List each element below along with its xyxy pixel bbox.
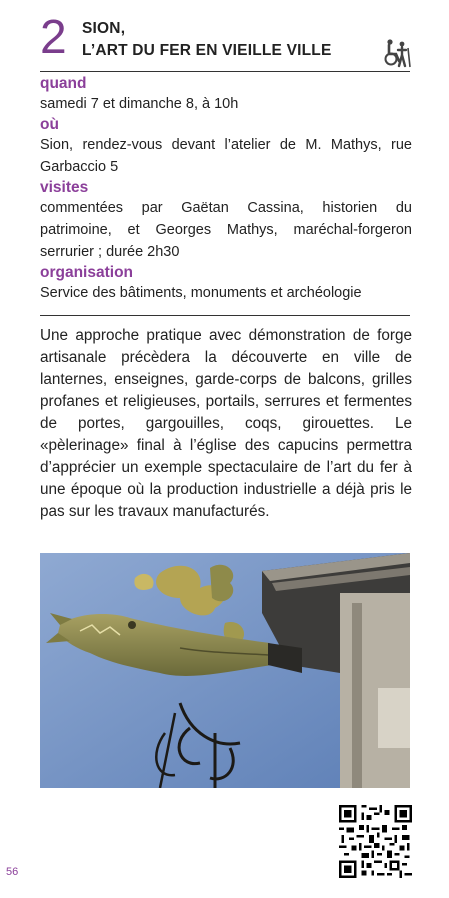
middle-rule <box>40 315 410 316</box>
dragon-gargoyle-photo <box>40 553 410 788</box>
when-value: samedi 7 et dimanche 8, à 10h <box>40 96 239 112</box>
where-label: où <box>40 116 59 133</box>
organisation-label: organisation <box>40 264 134 281</box>
title-line-1: SION, <box>82 20 126 37</box>
description-paragraph: Une approche pratique avec démonstration de forge artisanale précèdera la découverte en ville de lanternes, enseignes, garde-corps de balcons, grilles profanes et religieuses, portails, serrures et fermentes de portes, gargouilles, coqs, girouettes. Le «pèlerinage» final à l’église des capucins permettra d’apprécier un exemple spectaculaire de l’art du fer à une époque où la production industrielle a déjà pris le pas sur les travaux manufacturés. <box>40 327 412 520</box>
organisation-value: Service des bâtiments, monuments et archéologie <box>40 285 362 301</box>
wheelchair-icon <box>383 38 411 68</box>
where-value: Sion, rendez-vous devant l’atelier de M. Mathys, rue Garbaccio 5 <box>40 137 412 175</box>
top-rule <box>40 71 410 72</box>
page-number: 56 <box>6 866 19 878</box>
section-number: 2 <box>40 11 67 64</box>
title-line-2: L’ART DU FER EN VIEILLE VILLE <box>82 42 332 59</box>
qr-code[interactable] <box>339 805 412 878</box>
visits-value: commentées par Gaëtan Cassina, historien du patrimoine, et Georges Mathys, maréchal-forgeron serrurier ; durée 2h30 <box>40 200 412 260</box>
event-info <box>40 74 412 304</box>
visits-label: visites <box>40 179 89 196</box>
when-label: quand <box>40 75 87 92</box>
photo-illustration <box>40 553 410 788</box>
section-title <box>82 18 372 62</box>
